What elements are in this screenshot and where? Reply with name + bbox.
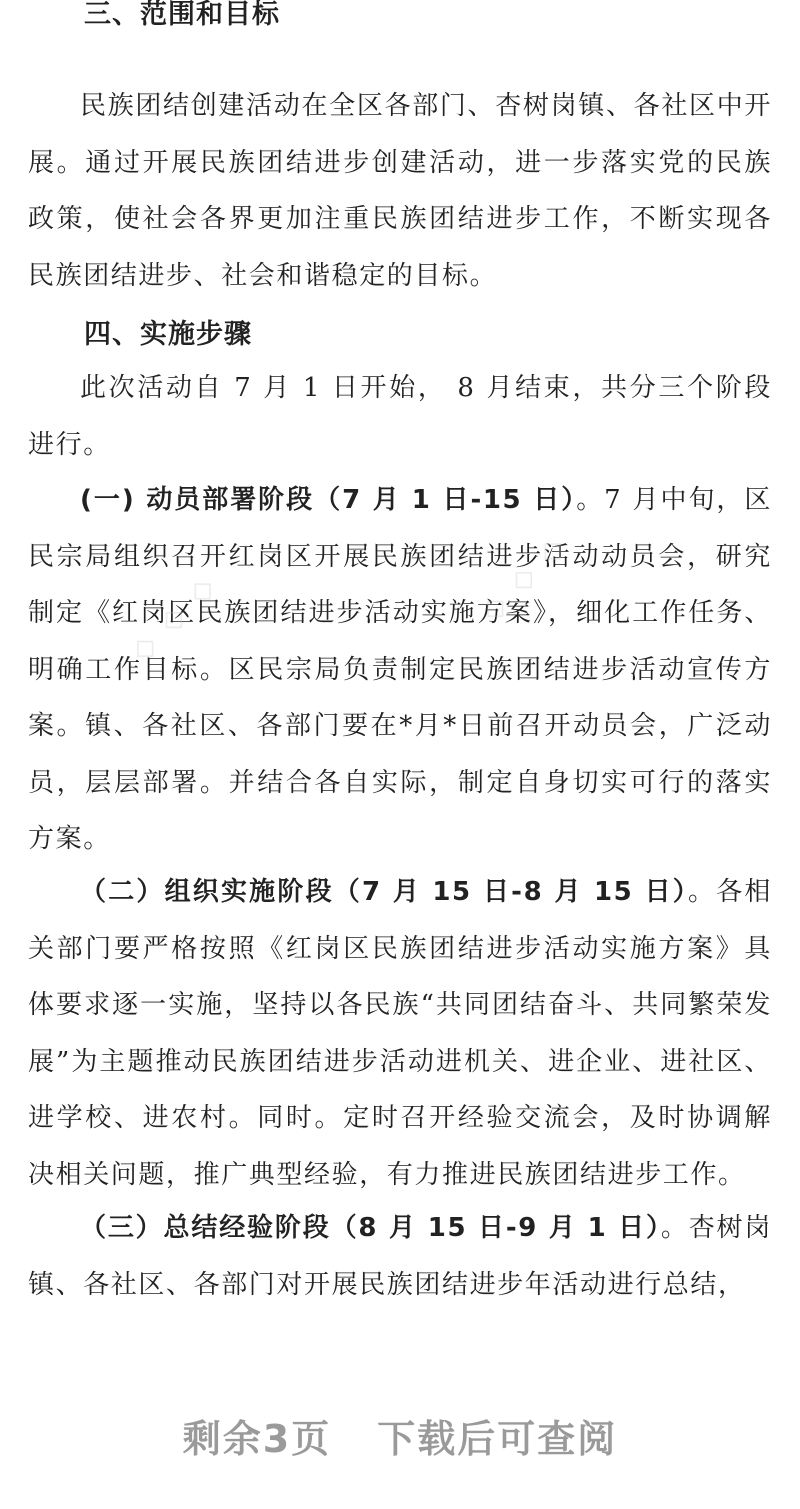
stage-3-body: 。杏树岗镇、各社区、各部门对开展民族团结进步年活动进行总结， [28, 1213, 772, 1300]
download-prompt[interactable] [0, 1408, 800, 1463]
stage-1-paragraph [28, 472, 772, 868]
stage-1-body: 。7 月中旬，区民宗局组织召开红岗区开展民族团结进步活动动员会，研究制定《红岗区民族团结进步活动实施方案》，细化工作任务、明确工作目标。区民宗局负责制定民族团结进步活动宣传方案。镇、各社区、各部门要在*月*日前召开动员会，广泛动员，层层部署。并结合各自实际，制定自身切实可行的落实方案。 [28, 485, 772, 854]
watermark-graphic: ◇ ◇ ◇ [123, 566, 225, 669]
remaining-pages-label: 剩余3页 [182, 1417, 332, 1461]
section4-heading: 四、实施步骤 [84, 319, 252, 350]
section3-paragraph: 民族团结创建活动在全区各部门、杏树岗镇、各社区中开展。通过开展民族团结进步创建活动，进一步落实党的民族政策，使社会各界更加注重民族团结进步工作，不断实现各民族团结进步、社会和谐稳定的目标。 [28, 91, 772, 291]
stage-2-paragraph [28, 864, 772, 1203]
stage-2-title: （二）组织实施阶段（7 月 15 日-8 月 15 日） [80, 877, 688, 907]
download-to-view-label: 下载后可查阅 [377, 1417, 618, 1461]
stage-3-title: （三）总结经验阶段（8 月 15 日-9 月 1 日） [80, 1213, 661, 1243]
stage-3-paragraph [28, 1200, 772, 1313]
watermark-graphic: ◇ ◇ ◇ [473, 526, 575, 629]
stage-2-body: 。各相关部门要严格按照《红岗区民族团结进步活动实施方案》具体要求逐一实施，坚持以各民族“共同团结奋斗、共同繁荣发展”为主题推动民族团结进步活动进机关、进企业、进社区、进学校、进农村。同时。定时召开经验交流会，及时协调解决相关问题，推广典型经验，有力推进民族团结进步工作。 [28, 877, 772, 1190]
section4-intro: 此次活动自 7 月 1 日开始， 8 月结束，共分三个阶段进行。 [28, 373, 772, 460]
stage-1-title: (一) 动员部署阶段（7 月 1 日-15 日） [80, 485, 577, 515]
section3-heading: 三、范围和目标 [84, 0, 280, 30]
